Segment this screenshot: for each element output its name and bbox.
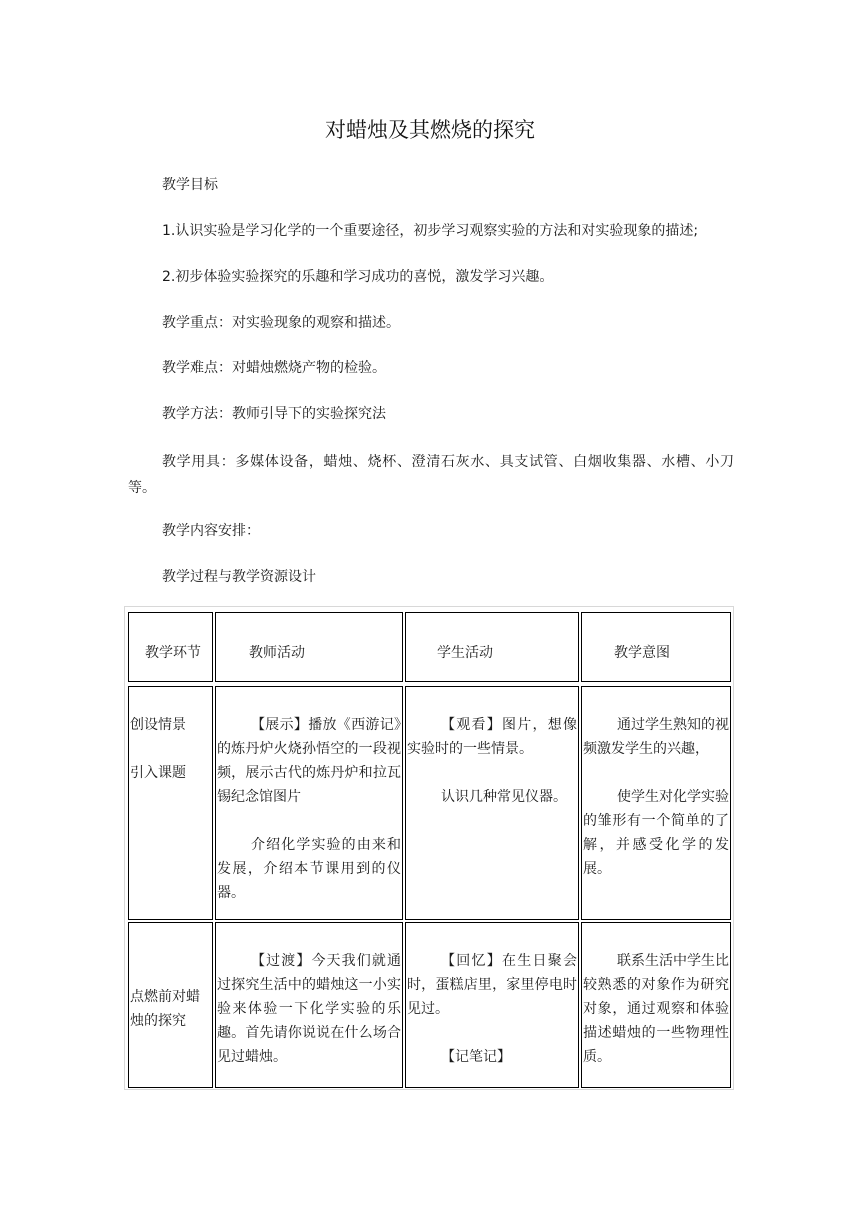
row2-student-paragraph-2: 【记笔记】 xyxy=(441,1049,511,1065)
row1-teacher-paragraph-1: 【展示】播放《西游记》的炼丹炉火烧孙悟空的一段视频，展示古代的炼丹炉和拉瓦锡纪念馆图片 xyxy=(217,717,401,805)
row1-student-paragraph-1: 【观看】图片，想像实验时的一些情景。 xyxy=(407,717,577,757)
difficulty: 教学难点：对蜡烛燃烧产物的检验。 xyxy=(162,360,386,376)
row1-intent-paragraph-1: 通过学生熟知的视频激发学生的兴趣， xyxy=(583,717,729,757)
row1-stage-line1: 创设情景 xyxy=(130,717,186,733)
header-intent-label: 教学意图 xyxy=(614,645,670,661)
row2-intent-cell xyxy=(581,922,731,1088)
header-student-label: 学生活动 xyxy=(437,645,493,661)
row2-stage-label: 点燃前对蜡烛的探究 xyxy=(130,989,200,1029)
row1-student-paragraph-2: 认识几种常见仪器。 xyxy=(441,789,567,805)
row1-stage-cell xyxy=(128,686,213,920)
teaching-method: 教学方法：教师引导下的实验探究法 xyxy=(162,406,386,422)
row2-stage-cell xyxy=(128,922,213,1088)
header-cell-teacher xyxy=(215,612,403,682)
row1-teacher-cell xyxy=(215,686,403,920)
row2-teacher-cell xyxy=(215,922,403,1088)
row2-teacher-paragraph-1: 【过渡】今天我们就通过探究生活中的蜡烛这一小实验来体验一下化学实验的乐趣。首先请你说说在什么场合见过蜡烛。 xyxy=(217,953,401,1065)
row2-student-cell xyxy=(405,922,579,1088)
row2-student-paragraph-1: 【回忆】在生日聚会时，蛋糕店里，家里停电时见过。 xyxy=(407,953,577,1017)
row1-student-cell xyxy=(405,686,579,920)
header-stage-label: 教学环节 xyxy=(145,645,201,661)
key-point: 教学重点：对实验现象的观察和描述。 xyxy=(162,315,400,331)
header-cell-student xyxy=(405,612,579,682)
goal-heading: 教学目标 xyxy=(162,177,218,193)
row1-teacher-paragraph-2: 介绍化学实验的由来和发展，介绍本节课用到的仪器。 xyxy=(217,837,401,901)
row1-intent-paragraph-2: 使学生对化学实验的雏形有一个简单的了解，并感受化学的发展。 xyxy=(583,789,729,877)
header-cell-stage xyxy=(128,612,213,682)
header-teacher-label: 教师活动 xyxy=(249,645,305,661)
row2-intent-paragraph-1: 联系生活中学生比较熟悉的对象作为研究对象，通过观察和体验描述蜡烛的一些物理性质。 xyxy=(583,953,729,1065)
header-cell-intent xyxy=(581,612,731,682)
row1-stage-line2: 引入课题 xyxy=(130,765,186,781)
goal-item-1: 1.认识实验是学习化学的一个重要途径，初步学习观察实验的方法和对实验现象的描述; xyxy=(162,223,699,239)
document-title: 对蜡烛及其燃烧的探究 xyxy=(325,118,535,142)
goal-item-2: 2.初步体验实验探究的乐趣和学习成功的喜悦，激发学习兴趣。 xyxy=(162,269,554,285)
content-arrangement: 教学内容安排： xyxy=(162,523,260,539)
row1-intent-cell xyxy=(581,686,731,920)
teaching-tools: 教学用具：多媒体设备，蜡烛、烧杯、澄清石灰水、具支试管、白烟收集器、水槽、小刀等。 xyxy=(128,454,734,496)
process-design-heading: 教学过程与教学资源设计 xyxy=(162,569,316,585)
